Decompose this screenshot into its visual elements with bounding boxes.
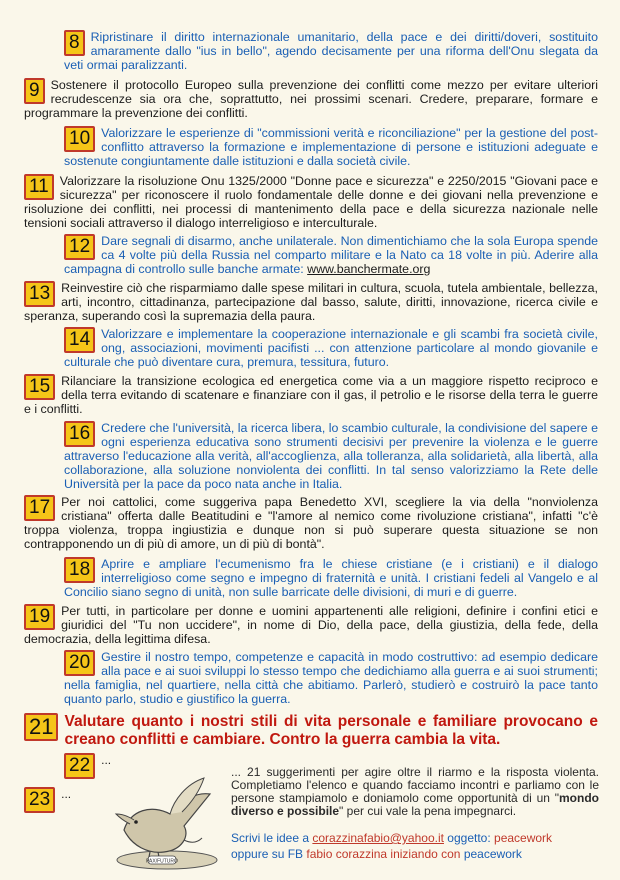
item-number-badge: 18 bbox=[64, 557, 95, 583]
contact-subject-label: oggetto: bbox=[443, 831, 495, 845]
item-number-badge: 11 bbox=[24, 174, 54, 200]
item-number-badge: 22 bbox=[64, 753, 95, 779]
closing-text-2: " per cui vale la pena impegnarci. bbox=[339, 804, 517, 818]
contact-line-fb bbox=[231, 846, 601, 862]
fb-name: fabio corazzina iniziando con bbox=[306, 847, 461, 861]
item-number-badge: 17 bbox=[24, 495, 55, 521]
closing-text-1: ... 21 suggerimenti per agire oltre il riarmo e la risposta violenta. Completiamo l'elenco e quando facciamo incontri e parliamo con le persone stampiamolo e doniamolo come opportunità di un " bbox=[231, 765, 599, 805]
item-text: Valutare quanto i nostri stili di vita personale e familiare provocano e creano conflitti e cambiare. Contro la guerra cambia la vita. bbox=[64, 713, 598, 748]
item-number-badge: 19 bbox=[24, 604, 55, 630]
item-8 bbox=[64, 30, 598, 72]
item-12 bbox=[64, 234, 598, 276]
item-text: Per noi cattolici, come suggeriva papa Benedetto XVI, scegliere la via della "nonviolenza cristiana" offerta dalle Beatitudini e "l'amore al nemico come rivoluzione cristiana", infatti "c'è troppa violenza, troppa ingiustizia e dunque non si può superare questa situazione se non contrapponendo un di più di amore, un di più di bontà". bbox=[24, 495, 598, 551]
banchermate-link[interactable]: www.banchermate.org bbox=[307, 262, 431, 276]
item-14 bbox=[64, 327, 598, 369]
logo-label: PAX/FUTURO bbox=[146, 858, 178, 865]
item-text: Reinvestire ciò che risparmiamo dalle spese militari in cultura, scuola, tutela ambientale, bellezza, arti, incontro, cittadinanza, partecipazione dal basso, salute, diritti, innovazione, ricerca civile e speranza, superando così la supremazia della paura. bbox=[24, 281, 598, 323]
closing-emphasis: mondo diverso e possibile bbox=[231, 791, 599, 818]
subject-value: peacework bbox=[494, 831, 553, 845]
item-text: ... bbox=[61, 787, 72, 801]
item-text: Aprire e ampliare l'ecumenismo fra le chiese cristiane (e i cristiani) e il dialogo interreligioso come segno e impegno di fraternità e unità. I cristiani fedeli al Vangelo e al Concilio siano segno di unità, non sulle barricate delle divisioni, di muri e di guerre. bbox=[64, 557, 598, 599]
item-17 bbox=[24, 495, 598, 551]
item-11 bbox=[24, 174, 598, 230]
item-21 bbox=[24, 713, 598, 749]
item-number-badge: 8 bbox=[64, 30, 85, 56]
item-text: Gestire il nostro tempo, competenze e capacità in modo costruttivo: ad esempio dedicare alla pace e ai suoi sviluppi lo stesso tempo che dedichiamo alla guerra e ai suoi strumenti; nella famiglia, nel quartiere, nella città che abitiamo. Parlerò, studierò e costruirò la pace tanto quanto parlo, studio e giustifico la guerra. bbox=[64, 650, 598, 706]
item-number-badge: 14 bbox=[64, 327, 95, 353]
fb-prefix: oppure su FB bbox=[231, 847, 307, 861]
contact-line-email bbox=[231, 830, 601, 846]
item-text: Per tutti, in particolare per donne e uomini appartenenti alle religioni, definire i confini etici e giuridici del "Tu non uccidere", in nome di Dio, della pace, della giustizia, della fede, della democrazia, della legittima difesa. bbox=[24, 604, 598, 646]
item-number-badge: 12 bbox=[64, 234, 95, 260]
item-10 bbox=[64, 126, 598, 168]
item-number-badge: 15 bbox=[24, 374, 55, 400]
item-16 bbox=[64, 421, 598, 491]
item-number-badge: 21 bbox=[24, 713, 58, 741]
item-number-badge: 16 bbox=[64, 421, 95, 447]
item-text: Sostenere il protocollo Europeo sulla prevenzione dei conflitti come mezzo per evitare ulteriori recrudescenze sia ora che, soprattutto, nei prossimi scenari. Credere, preparare, formare e programmare la prevenzione dei conflitti. bbox=[24, 78, 598, 120]
item-20 bbox=[64, 650, 598, 706]
item-13 bbox=[24, 281, 598, 323]
item-text: Valorizzare le esperienze di "commissioni verità e riconciliazione" per la gestione del post-conflitto attraverso la formazione e implementazione di persone e istituzioni adeguate e sostenute congiuntamente dalle istituzioni e dalla società civile. bbox=[64, 126, 598, 168]
item-text: Credere che l'università, la ricerca libera, lo scambio culturale, la condivisione del sapere e ogni esperienza educativa sono strumenti decisivi per prevenire la violenza e le guerre attraverso l'educazione alla verità, all'accoglienza, alla tolleranza, alla solidarietà, alla libertà, alla collaborazione, alla soluzione nonviolenta dei conflitti. In tal senso valorizziamo la Rete delle Università per la pace da poco nata anche in Italia. bbox=[64, 421, 599, 491]
item-number-badge: 23 bbox=[24, 787, 55, 813]
closing-paragraph bbox=[231, 766, 599, 818]
fb-subject: peacework bbox=[463, 847, 522, 861]
email-link[interactable]: corazzinafabio@yahoo.it bbox=[312, 831, 444, 845]
item-number-badge: 9 bbox=[24, 78, 45, 104]
item-15 bbox=[24, 374, 598, 416]
item-9 bbox=[24, 78, 598, 120]
item-text: ... bbox=[101, 753, 112, 767]
item-text: Dare segnali di disarmo, anche unilaterale. Non dimentichiamo che la sola Europa spende ca 4 volte più della Russia nel comparto militare e la Nato ca 18 volte in più. Aderire alla campagna di controllo sulle banche armate: bbox=[64, 234, 598, 276]
item-text: Valorizzare la risoluzione Onu 1325/2000 "Donne pace e sicurezza" e 2250/2015 "Giovani pace e sicurezza" per riconoscere il ruolo fondamentale delle donne e dei giovani nella prevenzione e risoluzione dei conflitti, nei processi di mantenimento della pace e della sicurezza nazionale nelle tensioni sociali attraverso il dialogo interreligioso e interculturale. bbox=[24, 174, 598, 230]
item-number-badge: 13 bbox=[24, 281, 55, 307]
item-text: Ripristinare il diritto internazionale umanitario, della pace e dei diritti/doveri, sostituito amaramente dallo "ius in bello", agendo decisamente per una riforma dell'Onu slegata da veti ormai paralizzanti. bbox=[64, 30, 598, 72]
item-number-badge: 10 bbox=[64, 126, 95, 152]
dove-logo bbox=[112, 770, 222, 870]
item-text: Rilanciare la transizione ecologica ed energetica come via a un maggiore rispetto reciproco e della terra evitando di scatenare e finanziare con il gas, il petrolio e le risorse della terra le guerre e i conflitti. bbox=[24, 374, 598, 416]
contact-block bbox=[231, 830, 601, 862]
item-23 bbox=[24, 787, 84, 813]
item-19 bbox=[24, 604, 598, 646]
item-number-badge: 20 bbox=[64, 650, 95, 676]
contact-prefix: Scrivi le idee a bbox=[231, 831, 313, 845]
item-18 bbox=[64, 557, 598, 599]
item-text: Valorizzare e implementare la cooperazione internazionale e gli scambi fra società civile, ong, associazioni, movimenti pacifisti ... con attenzione particolare al mondo giovanile e culturale che può diventare cura, premura, tessitura, futuro. bbox=[64, 327, 598, 369]
